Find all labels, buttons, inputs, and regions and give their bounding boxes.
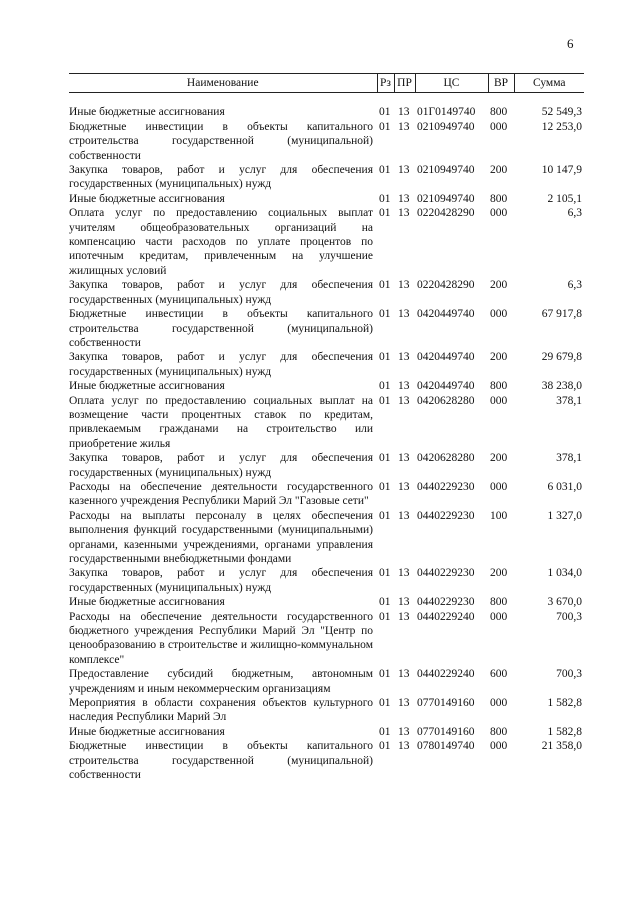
cell-cs: 0780149740 xyxy=(417,740,475,753)
cell-name: Иные бюджетные ассигнования xyxy=(69,106,225,119)
header-row xyxy=(69,74,584,93)
cell-sum: 1 034,0 xyxy=(547,567,582,580)
cell-pr: 13 xyxy=(398,452,410,465)
cell-vr: 100 xyxy=(490,509,508,522)
cell-name: Мероприятия в области сохранения объектов культурного наследия Республики Марий Эл xyxy=(69,697,373,724)
cell-sum: 1 582,8 xyxy=(547,725,582,738)
cell-cs: 0440229230 xyxy=(417,567,475,580)
table-row xyxy=(69,120,584,163)
cell-name: Предоставление субсидий бюджетным, автономным учреждениям и иным некоммерческим организациям xyxy=(69,668,373,695)
cell-sum: 6,3 xyxy=(567,207,582,220)
budget-table xyxy=(69,73,584,783)
cell-sum: 700,3 xyxy=(556,610,582,623)
cell-cs: 0420628280 xyxy=(417,452,475,465)
cell-rz: 01 xyxy=(379,610,391,623)
table-row xyxy=(69,566,584,595)
header-pr: ПР xyxy=(394,74,415,93)
cell-rz: 01 xyxy=(379,308,391,321)
table-row xyxy=(69,307,584,350)
cell-sum: 67 917,8 xyxy=(541,308,582,321)
cell-name: Иные бюджетные ассигнования xyxy=(69,725,225,738)
cell-pr: 13 xyxy=(398,192,410,205)
cell-rz: 01 xyxy=(379,668,391,681)
cell-name: Бюджетные инвестиции в объекты капитального строительства государственной (муниципальной) собственности xyxy=(69,120,373,162)
cell-name: Оплата услуг по предоставлению социальных выплат на возмещение части процентных ставок по кредитам, привлекаемым гражданами на строительство или приобретение жилья xyxy=(69,394,373,450)
cell-pr: 13 xyxy=(398,106,410,119)
cell-pr: 13 xyxy=(398,394,410,407)
cell-name: Закупка товаров, работ и услуг для обеспечения государственных (муниципальных) нужд xyxy=(69,567,373,594)
cell-vr: 000 xyxy=(490,610,508,623)
cell-vr: 800 xyxy=(490,380,508,393)
cell-rz: 01 xyxy=(379,740,391,753)
table-row xyxy=(69,725,584,739)
cell-rz: 01 xyxy=(379,509,391,522)
cell-vr: 000 xyxy=(490,480,508,493)
table-row xyxy=(69,192,584,206)
cell-sum: 1 327,0 xyxy=(547,509,582,522)
cell-sum: 2 105,1 xyxy=(547,192,582,205)
cell-vr: 200 xyxy=(490,452,508,465)
cell-sum: 6 031,0 xyxy=(547,480,582,493)
cell-pr: 13 xyxy=(398,740,410,753)
table-row xyxy=(69,696,584,725)
header-sum: Сумма xyxy=(514,74,584,93)
cell-sum: 21 358,0 xyxy=(541,740,582,753)
cell-pr: 13 xyxy=(398,567,410,580)
cell-pr: 13 xyxy=(398,596,410,609)
cell-cs: 0210949740 xyxy=(417,192,475,205)
table-row xyxy=(69,163,584,192)
header-cs: ЦС xyxy=(415,74,488,93)
cell-name: Расходы на обеспечение деятельности государственного казенного учреждения Республики Марий Эл "Газовые сети" xyxy=(69,480,373,508)
table-row xyxy=(69,451,584,480)
cell-pr: 13 xyxy=(398,351,410,364)
cell-vr: 200 xyxy=(490,164,508,177)
cell-vr: 800 xyxy=(490,725,508,738)
cell-rz: 01 xyxy=(379,351,391,364)
cell-vr: 200 xyxy=(490,567,508,580)
table-row xyxy=(69,480,584,509)
cell-cs: 0420628280 xyxy=(417,394,475,407)
cell-vr: 000 xyxy=(490,207,508,220)
cell-sum: 52 549,3 xyxy=(541,106,582,119)
cell-sum: 378,1 xyxy=(556,452,582,465)
table-row xyxy=(69,667,584,696)
cell-pr: 13 xyxy=(398,207,410,220)
cell-sum: 3 670,0 xyxy=(547,596,582,609)
cell-pr: 13 xyxy=(398,610,410,623)
table-row xyxy=(69,278,584,307)
table-row xyxy=(69,509,584,567)
cell-vr: 200 xyxy=(490,351,508,364)
cell-vr: 000 xyxy=(490,697,508,710)
cell-pr: 13 xyxy=(398,308,410,321)
cell-sum: 10 147,9 xyxy=(541,164,582,177)
cell-sum: 700,3 xyxy=(556,668,582,681)
cell-vr: 000 xyxy=(490,740,508,753)
table-row xyxy=(69,610,584,668)
cell-name: Закупка товаров, работ и услуг для обеспечения государственных (муниципальных) нужд xyxy=(69,279,373,306)
cell-cs: 0440229230 xyxy=(417,480,475,493)
cell-cs: 0770149160 xyxy=(417,725,475,738)
cell-rz: 01 xyxy=(379,697,391,710)
cell-name: Иные бюджетные ассигнования xyxy=(69,380,225,393)
cell-pr: 13 xyxy=(398,509,410,522)
cell-cs: 0440229240 xyxy=(417,610,475,623)
cell-rz: 01 xyxy=(379,596,391,609)
cell-pr: 13 xyxy=(398,725,410,738)
cell-cs: 0770149160 xyxy=(417,697,475,710)
cell-vr: 000 xyxy=(490,394,508,407)
cell-rz: 01 xyxy=(379,164,391,177)
cell-sum: 29 679,8 xyxy=(541,351,582,364)
table-row xyxy=(69,379,584,393)
cell-vr: 600 xyxy=(490,668,508,681)
cell-pr: 13 xyxy=(398,697,410,710)
cell-vr: 800 xyxy=(490,596,508,609)
cell-rz: 01 xyxy=(379,394,391,407)
cell-rz: 01 xyxy=(379,207,391,220)
cell-rz: 01 xyxy=(379,452,391,465)
cell-sum: 1 582,8 xyxy=(547,697,582,710)
table-row xyxy=(69,350,584,379)
cell-name: Иные бюджетные ассигнования xyxy=(69,192,225,205)
cell-rz: 01 xyxy=(379,725,391,738)
cell-name: Закупка товаров, работ и услуг для обеспечения государственных (муниципальных) нужд xyxy=(69,164,373,191)
cell-name: Расходы на выплаты персоналу в целях обеспечения выполнения функций государственными (муниципальными) органами, казенными учреждениями, органами управления государственными внебюджетными фондами xyxy=(69,509,373,565)
cell-rz: 01 xyxy=(379,380,391,393)
table-body xyxy=(69,93,584,783)
cell-name: Закупка товаров, работ и услуг для обеспечения государственных (муниципальных) нужд xyxy=(69,452,373,479)
cell-sum: 38 238,0 xyxy=(541,380,582,393)
cell-cs: 0440229230 xyxy=(417,596,475,609)
cell-cs: 0210949740 xyxy=(417,164,475,177)
cell-cs: 0420449740 xyxy=(417,308,475,321)
table-row xyxy=(69,739,584,782)
cell-name: Бюджетные инвестиции в объекты капитального строительства государственной (муниципальной) собственности xyxy=(69,740,373,782)
cell-cs: 0220428290 xyxy=(417,279,475,292)
table-row xyxy=(69,93,584,120)
cell-pr: 13 xyxy=(398,120,410,133)
cell-name: Оплата услуг по предоставлению социальных выплат учителям общеобразовательных организаций на компенсацию части расходов по уплате процентов по ипотечным кредитам, привлеченным на улучшение жилищных условий xyxy=(69,207,373,277)
cell-cs: 0210949740 xyxy=(417,120,475,133)
cell-rz: 01 xyxy=(379,279,391,292)
cell-pr: 13 xyxy=(398,279,410,292)
table-row xyxy=(69,206,584,278)
cell-pr: 13 xyxy=(398,164,410,177)
cell-pr: 13 xyxy=(398,480,410,493)
cell-rz: 01 xyxy=(379,192,391,205)
cell-name: Иные бюджетные ассигнования xyxy=(69,596,225,609)
cell-cs: 0420449740 xyxy=(417,380,475,393)
cell-sum: 6,3 xyxy=(567,279,582,292)
cell-sum: 12 253,0 xyxy=(541,120,582,133)
cell-sum: 378,1 xyxy=(556,394,582,407)
cell-pr: 13 xyxy=(398,380,410,393)
page-number: 6 xyxy=(567,36,574,51)
table-row xyxy=(69,595,584,609)
cell-cs: 01Г0149740 xyxy=(417,106,476,119)
cell-vr: 800 xyxy=(490,192,508,205)
header-vr: ВР xyxy=(488,74,514,93)
cell-vr: 000 xyxy=(490,308,508,321)
header-name: Наименование xyxy=(69,74,377,93)
cell-rz: 01 xyxy=(379,120,391,133)
cell-vr: 200 xyxy=(490,279,508,292)
cell-vr: 800 xyxy=(490,106,508,119)
table-header xyxy=(69,74,584,93)
cell-rz: 01 xyxy=(379,106,391,119)
cell-cs: 0220428290 xyxy=(417,207,475,220)
cell-name: Закупка товаров, работ и услуг для обеспечения государственных (муниципальных) нужд xyxy=(69,351,373,378)
cell-cs: 0440229230 xyxy=(417,509,475,522)
cell-name: Расходы на обеспечение деятельности государственного бюджетного учреждения Республики Марий Эл "Центр по ценообразованию в строительстве и жилищно-коммунальном комплексе" xyxy=(69,610,373,666)
cell-name: Бюджетные инвестиции в объекты капитального строительства государственной (муниципальной) собственности xyxy=(69,308,373,349)
cell-rz: 01 xyxy=(379,567,391,580)
header-rz: Рз xyxy=(377,74,394,93)
table-row xyxy=(69,394,584,452)
cell-pr: 13 xyxy=(398,668,410,681)
cell-cs: 0440229240 xyxy=(417,668,475,681)
cell-vr: 000 xyxy=(490,120,508,133)
cell-cs: 0420449740 xyxy=(417,351,475,364)
cell-rz: 01 xyxy=(379,480,391,493)
